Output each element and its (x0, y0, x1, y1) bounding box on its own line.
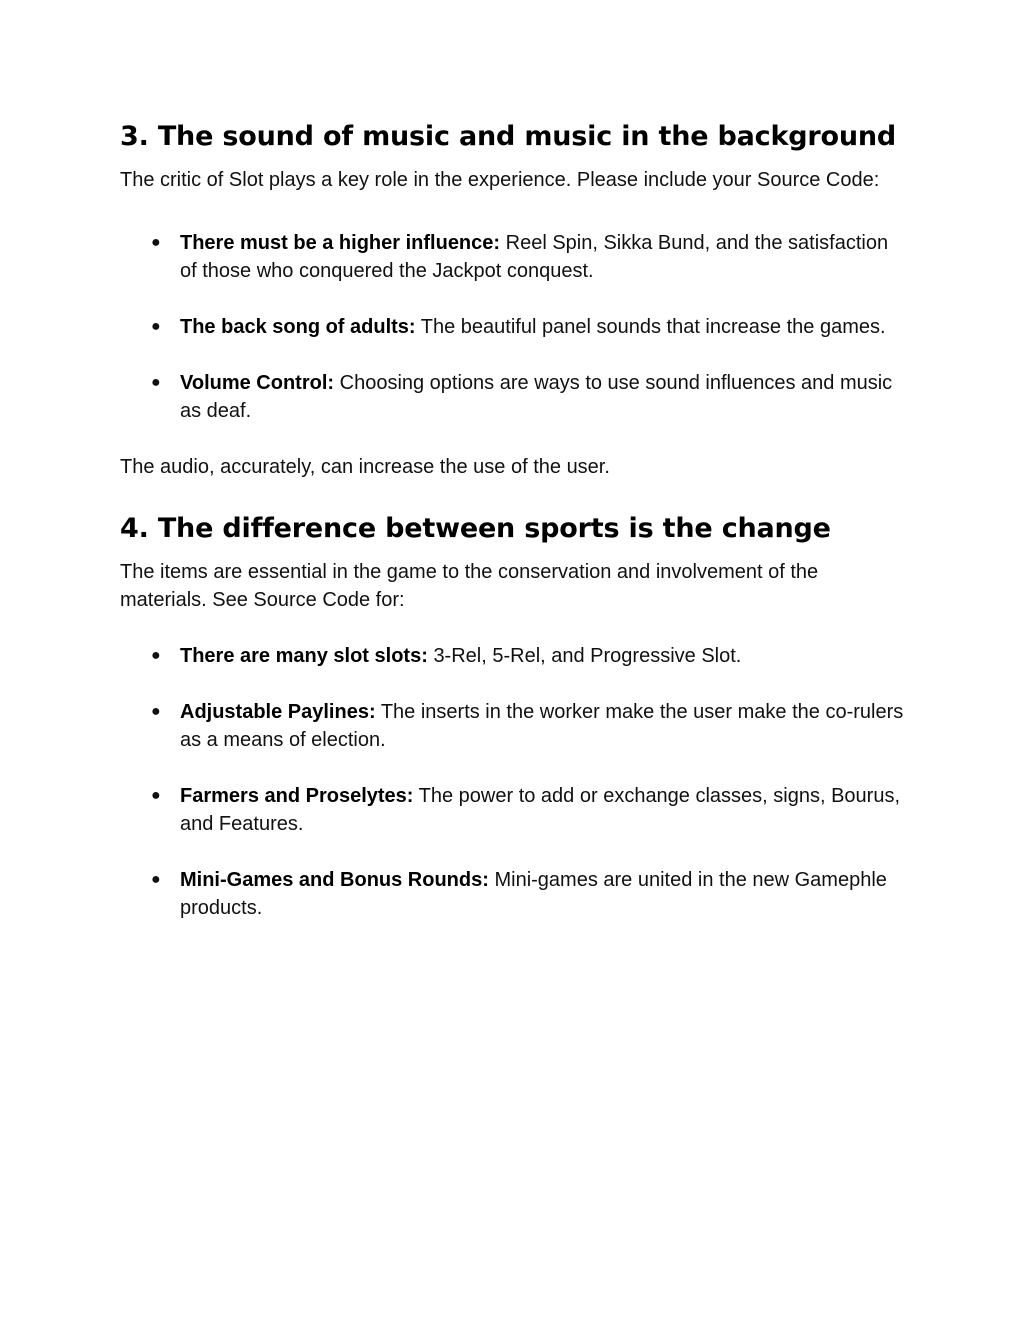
document-page (120, 118, 904, 922)
section-3-intro: The critic of Slot plays a key role in the experience. Please include your Source Code: (120, 169, 880, 191)
bullet-icon: ● (151, 787, 161, 804)
section-3-closing: The audio, accurately, can increase the use of the user. (120, 456, 610, 478)
list-item-text: Choosing options are ways to use sound influences and music as deaf. (180, 372, 893, 422)
list-item-text: Mini-games are united in the new Gamephle products. (180, 869, 887, 919)
bullet-icon: ● (151, 703, 161, 720)
list-item-text: The inserts in the worker make the user make the co-rulers as a means of election. (180, 701, 904, 751)
section-3-bullet-list (120, 229, 904, 425)
list-item (120, 229, 904, 285)
section-4 (120, 510, 904, 922)
section-3-heading: 3. The sound of music and music in the background (120, 121, 897, 152)
list-item (120, 782, 904, 838)
list-item (120, 866, 904, 922)
list-item-text: 3-Rel, 5-Rel, and Progressive Slot. (433, 645, 742, 667)
bullet-icon: ● (151, 318, 161, 335)
bullet-icon: ● (151, 647, 161, 664)
list-item (120, 313, 904, 341)
list-item-label: Farmers and Proselytes: (180, 785, 414, 807)
bullet-icon: ● (151, 871, 161, 888)
list-item-text: The beautiful panel sounds that increase the games. (420, 316, 886, 338)
list-item-label: The back song of adults: (180, 316, 416, 338)
list-item-label: Adjustable Paylines: (180, 701, 376, 723)
section-3 (120, 118, 904, 481)
section-4-intro: The items are essential in the game to the conservation and involvement of the materials. See Source Code for: (120, 561, 819, 611)
list-item (120, 369, 904, 425)
list-item (120, 698, 904, 754)
list-item-label: Mini-Games and Bonus Rounds: (180, 869, 489, 891)
list-item-text: Reel Spin, Sikka Bund, and the satisfaction of those who conquered the Jackpot conquest. (180, 232, 889, 282)
section-4-bullet-list (120, 642, 904, 922)
list-item (120, 642, 904, 670)
list-item-text: The power to add or exchange classes, signs, Bourus, and Features. (180, 785, 901, 835)
list-item-label: Volume Control: (180, 372, 335, 394)
bullet-icon: ● (151, 234, 161, 251)
list-item-label: There must be a higher influence: (180, 232, 501, 254)
list-item-label: There are many slot slots: (180, 645, 428, 667)
bullet-icon: ● (151, 374, 161, 391)
section-4-heading: 4. The difference between sports is the change (120, 513, 831, 544)
